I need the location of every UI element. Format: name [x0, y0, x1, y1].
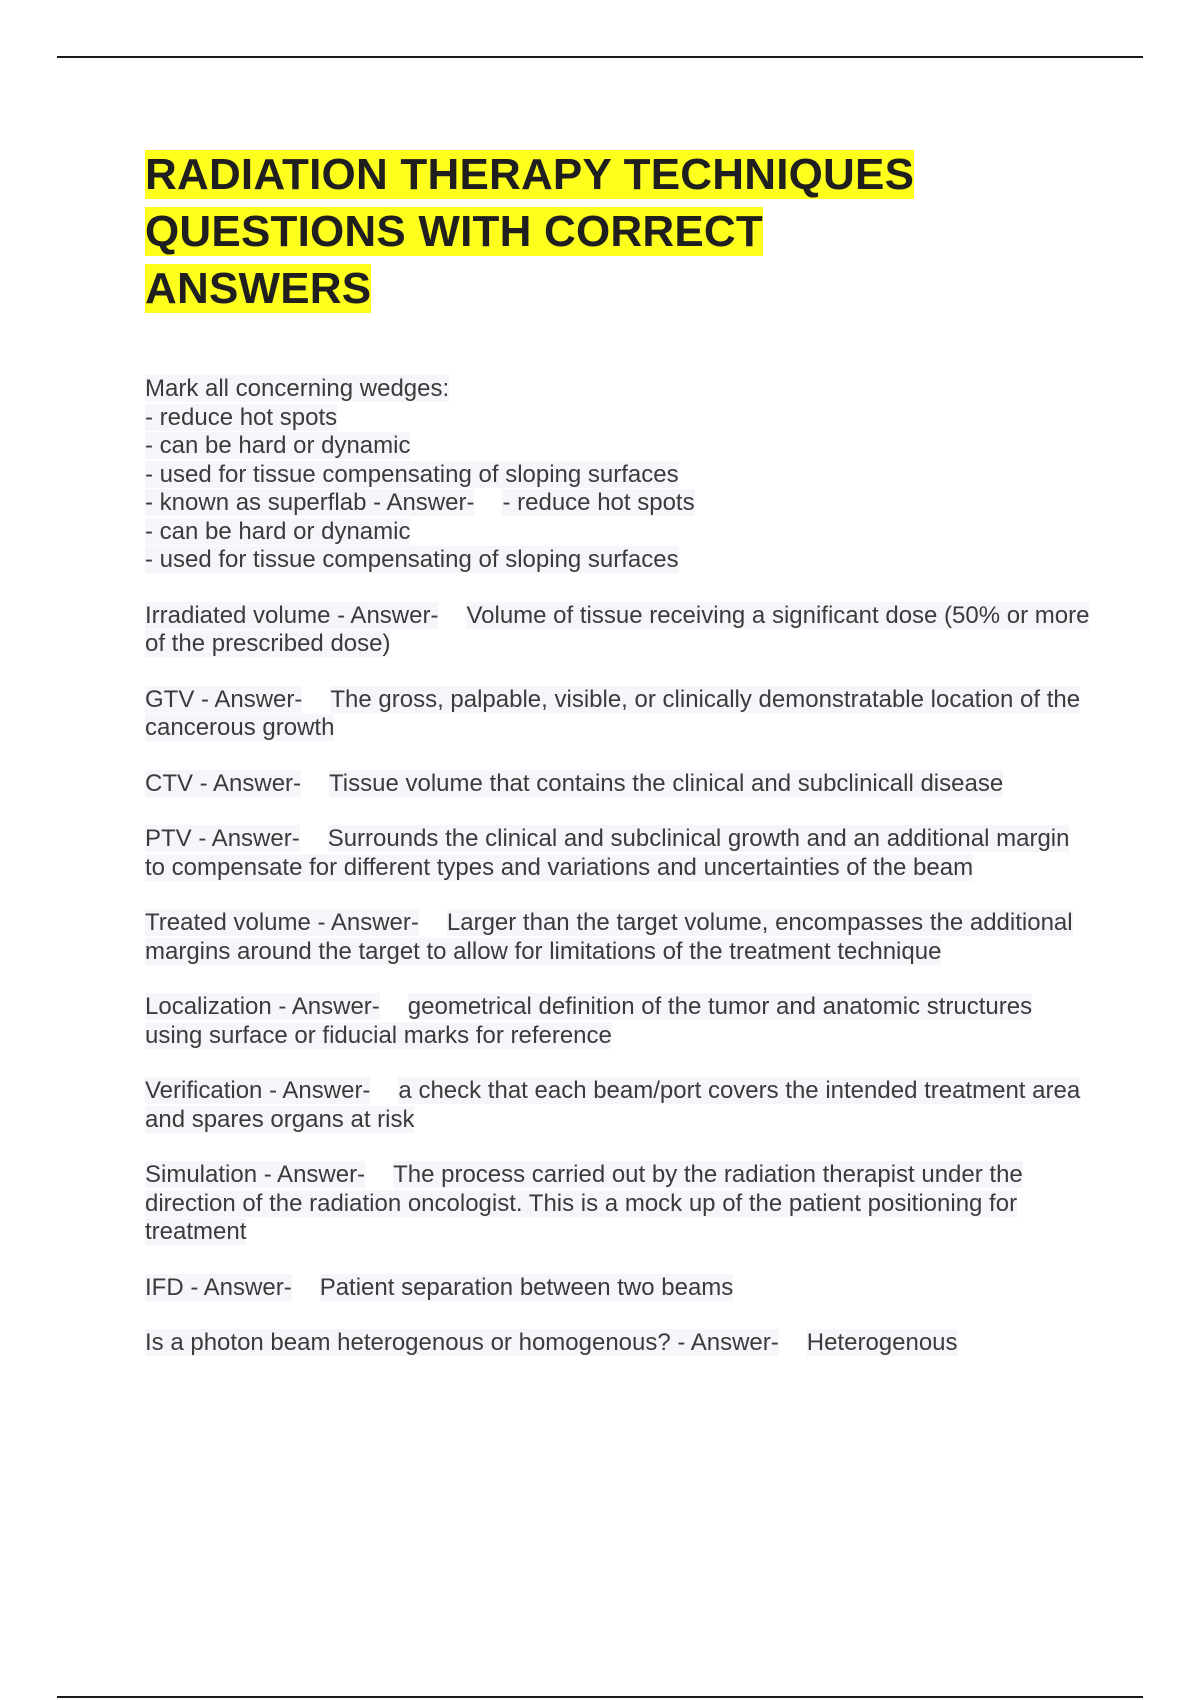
- answer-text: Patient separation between two beams: [319, 1273, 734, 1301]
- bottom-rule: [57, 1696, 1143, 1698]
- qa-item: [145, 602, 1090, 659]
- document-body: [145, 146, 1090, 1385]
- title-line: QUESTIONS WITH CORRECT: [145, 207, 763, 256]
- answer-text: Surrounds the clinical and subclinical growth and an additional margin to compensate for different types and variations and uncertainties of the beam: [145, 825, 1070, 881]
- question-text: GTV - Answer-: [145, 685, 303, 713]
- answer-line: - can be hard or dynamic: [145, 517, 411, 545]
- question-text: PTV - Answer-: [145, 825, 300, 852]
- qa-item: [145, 1077, 1090, 1134]
- question-line: - can be hard or dynamic: [145, 432, 411, 459]
- question-text: Treated volume - Answer-: [145, 909, 419, 936]
- top-rule: [57, 56, 1143, 58]
- title-line: ANSWERS: [145, 264, 372, 313]
- answer-text: Larger than the target volume, encompasses the additional margins around the target to allow for limitations of the treatment technique: [145, 909, 1073, 965]
- qa-item-wedges: [145, 375, 1090, 575]
- question-text: Localization - Answer-: [145, 993, 380, 1020]
- qa-item: [145, 1274, 1090, 1303]
- qa-item: [145, 686, 1090, 743]
- answer-text: Volume of tissue receiving a significant dose (50% or more of the prescribed dose): [145, 601, 1090, 657]
- question-text: Simulation - Answer-: [145, 1161, 366, 1188]
- qa-item: [145, 825, 1090, 882]
- question-text: Is a photon beam heterogenous or homogenous? - Answer-: [145, 1329, 779, 1356]
- answer-text: a check that each beam/port covers the intended treatment area and spares organs at risk: [145, 1077, 1081, 1133]
- answer-text: Tissue volume that contains the clinical and subclinicall disease: [329, 769, 1004, 797]
- question-line: - used for tissue compensating of sloping surfaces: [145, 460, 679, 488]
- qa-item: [145, 1329, 1090, 1358]
- question-text: Verification - Answer-: [145, 1077, 371, 1104]
- qa-item: [145, 909, 1090, 966]
- page-title: [145, 146, 1090, 317]
- question-line: - known as superflab - Answer-: [145, 489, 475, 516]
- qa-item: [145, 993, 1090, 1050]
- question-line: Mark all concerning wedges:: [145, 375, 450, 402]
- qa-list: [145, 602, 1090, 1358]
- answer-line: - used for tissue compensating of sloping surfaces: [145, 546, 679, 573]
- answer-text: Heterogenous: [806, 1329, 958, 1356]
- answer-text: geometrical definition of the tumor and anatomic structures using surface or fiducial marks for reference: [145, 993, 1033, 1049]
- qa-item: [145, 1161, 1090, 1247]
- question-text: IFD - Answer-: [145, 1273, 292, 1301]
- question-text: CTV - Answer-: [145, 769, 302, 797]
- question-text: Irradiated volume - Answer-: [145, 601, 439, 629]
- answer-text: The gross, palpable, visible, or clinically demonstratable location of the cancerous growth: [145, 685, 1081, 741]
- qa-item: [145, 770, 1090, 799]
- answer-line: - reduce hot spots: [502, 489, 695, 516]
- question-line: - reduce hot spots: [145, 403, 338, 431]
- answer-text: The process carried out by the radiation therapist under the direction of the radiation oncologist. This is a mock up of the patient positioning for treatment: [145, 1161, 1023, 1245]
- title-line: RADIATION THERAPY TECHNIQUES: [145, 150, 915, 199]
